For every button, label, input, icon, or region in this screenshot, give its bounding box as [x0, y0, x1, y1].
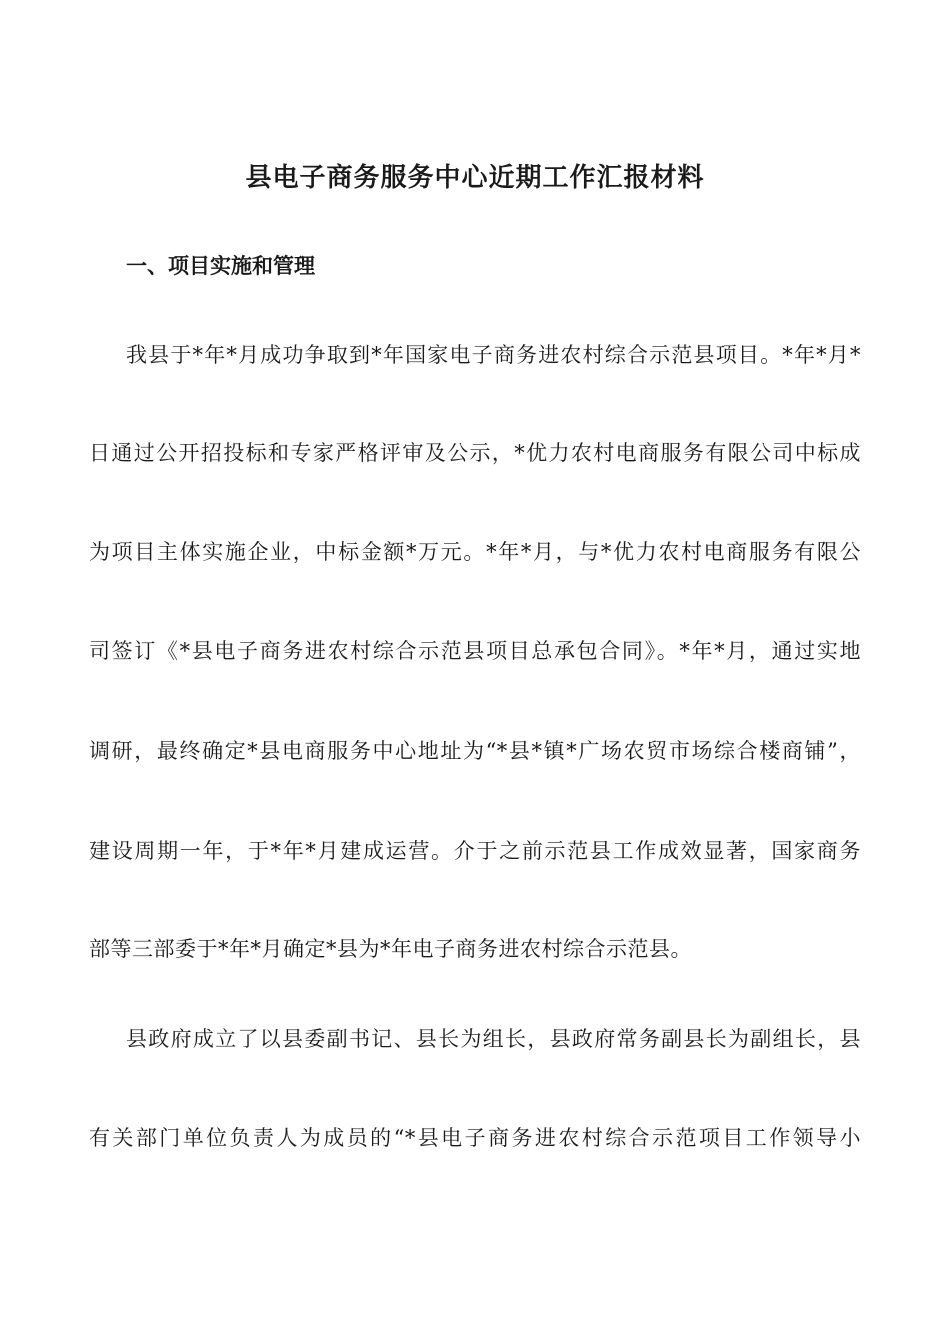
- paragraph-1-line-6: 建设周期一年，于*年*月建成运营。介于之前示范县工作成效显著，国家商务: [89, 839, 861, 863]
- section-heading: 一、项目实施和管理: [126, 254, 315, 278]
- paragraph-1-line-2: 日通过公开招投标和专家严格评审及公示，*优力农村电商服务有限公司中标成: [89, 441, 861, 465]
- paragraph-1-line-1: 我县于*年*月成功争取到*年国家电子商务进农村综合示范县项目。*年*月*: [126, 343, 861, 367]
- paragraph-1-line-7: 部等三部委于*年*月确定*县为*年电子商务进农村综合示范县。: [89, 937, 692, 961]
- paragraph-2-line-1: 县政府成立了以县委副书记、县长为组长，县政府常务副县长为副组长，县: [126, 1027, 861, 1051]
- paragraph-1-line-5: 调研，最终确定*县电商服务中心地址为“*县*镇*广场农贸市场综合楼商铺”，: [89, 739, 861, 763]
- paragraph-1-line-4: 司签订《*县电子商务进农村综合示范县项目总承包合同》。*年*月，通过实地: [89, 639, 861, 663]
- document-title: 县电子商务服务中心近期工作汇报材料: [245, 163, 705, 193]
- paragraph-2-line-2: 有关部门单位负责人为成员的“*县电子商务进农村综合示范项目工作领导小: [89, 1126, 861, 1150]
- paragraph-1-line-3: 为项目主体实施企业，中标金额*万元。*年*月，与*优力农村电商服务有限公: [89, 540, 861, 564]
